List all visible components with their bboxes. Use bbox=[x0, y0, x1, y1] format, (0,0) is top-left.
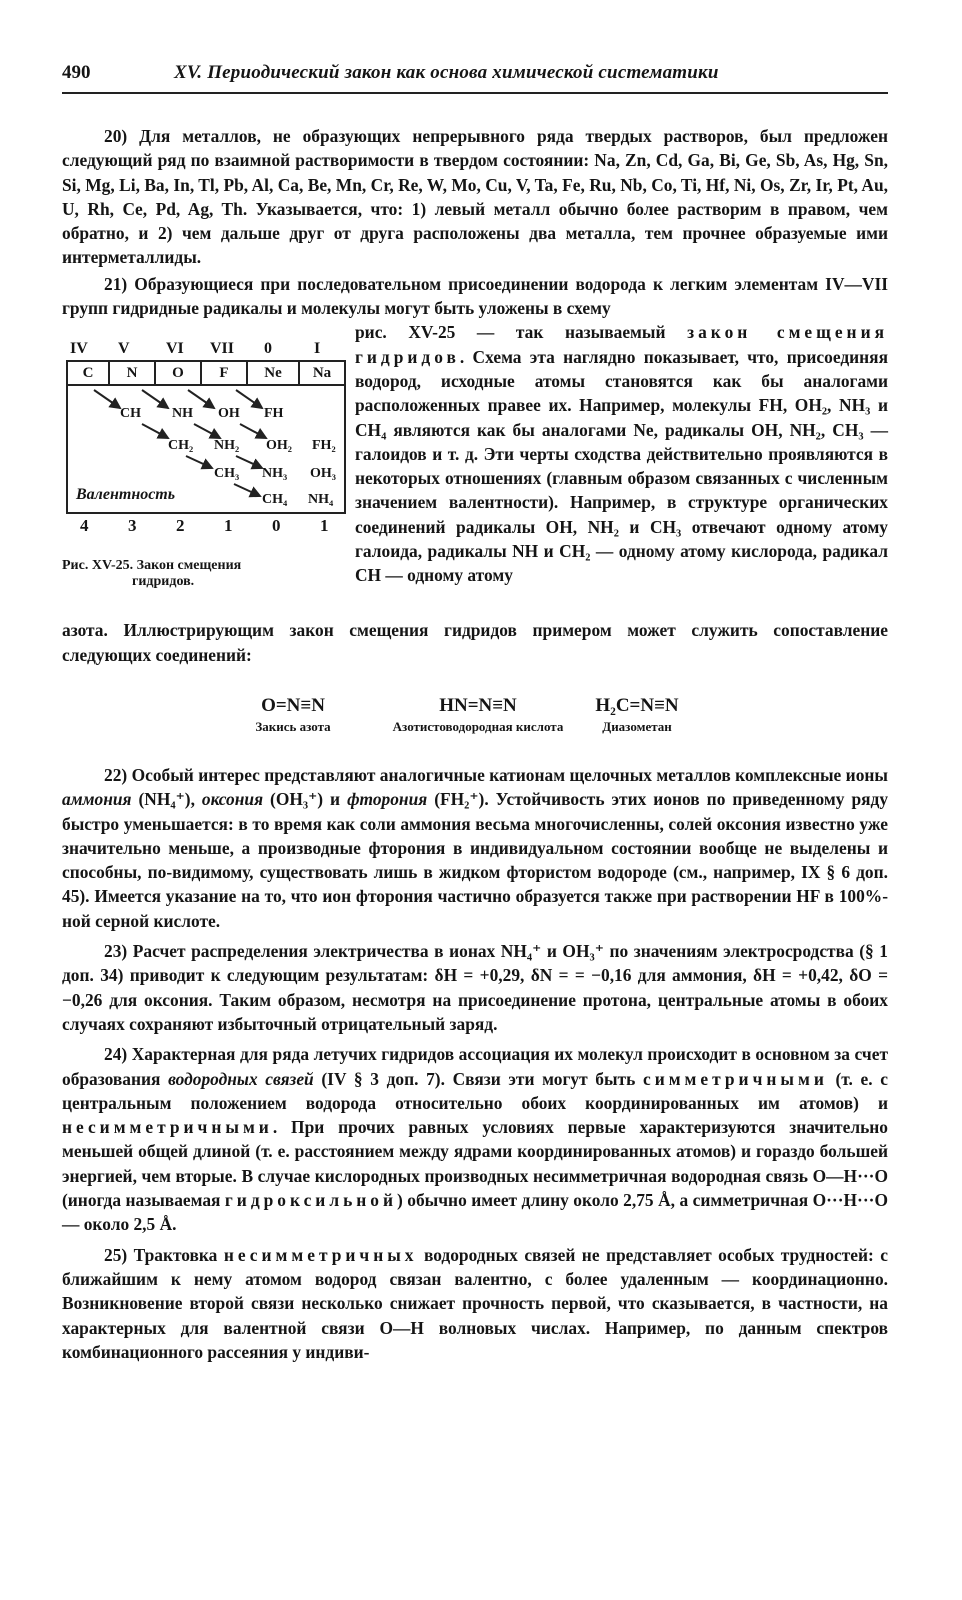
formula: O=N≡N bbox=[261, 694, 325, 716]
valence-value: 4 bbox=[80, 516, 89, 536]
text-run: . При прочих равных условиях первые характеризуются значительно меньшей общей длиной (т. е. расстоянием между ядрами координированных атомов) и гораздо большей энергией, чем вторые. В случае кислородных производных несимметричная водородная связь O—H···O (иногда называемая bbox=[62, 1117, 888, 1211]
arrow bbox=[234, 484, 260, 496]
text-run: . Схема эта наглядно показывает, что, присоединяя водород, исходные атомы становятся как бы аналогами расположенных правее их. Например, молекулы FH, OH₂, NH₃ и CH₄ являются как бы аналогами Ne, радикалы OH, NH₂, CH₃ — галоидов и т. д. Эти черты сходства действительно проявляются в некоторых отношениях (главным образом связанных с численным значением валентности). Например, в структуре органических соединений радикалы OH, NH₂ и CH₃ отвечают одному атому галоида, радикалы NH и CH₂ — одному атому кислорода, радикал CH — одному атому bbox=[355, 346, 888, 586]
valence-values bbox=[80, 516, 344, 538]
arrow bbox=[94, 390, 120, 408]
group-label: IV bbox=[70, 340, 88, 358]
text-run: 25) Трактовка bbox=[104, 1244, 224, 1265]
italic-term: водородных связей bbox=[168, 1068, 314, 1089]
running-title: XV. Периодический закон как основа химической систематики bbox=[174, 62, 719, 83]
page-header bbox=[62, 62, 888, 94]
text-run: (FH₂⁺). Устойчивость этих ионов по приведенному ряду быстро уменьшается: в то время как соли аммония весьма многочисленны, солей оксония известно уже значительно меньше, а производные фторония в индивидуальном состоянии вообще не выделены и способны, по-видимому, существовать лишь в жидком фтористом водороде (см., например, IX § 6 доп. 45). Имеется указание на то, что ион фторония частично образуется также при растворении HF в 100%-ной серной кислоте. bbox=[62, 789, 889, 931]
group-label: VI bbox=[166, 340, 184, 358]
spaced-term: гидроксильной bbox=[224, 1190, 398, 1211]
arrow bbox=[194, 424, 220, 438]
spaced-term: несимметричными bbox=[62, 1117, 273, 1138]
valence-value: 3 bbox=[128, 516, 137, 536]
molecule-label: CH₃ bbox=[214, 466, 240, 482]
group-labels bbox=[68, 340, 338, 360]
figure-wrap-text bbox=[355, 320, 888, 587]
paragraph-25 bbox=[62, 1243, 888, 1364]
formula-name: Азотистоводородная кислота bbox=[392, 718, 564, 734]
element-cell: O bbox=[156, 362, 202, 384]
formula: HN=N≡N bbox=[439, 694, 517, 716]
element-cell: N bbox=[110, 362, 156, 384]
text-run: 22) Особый интерес представляют аналогичные катионам щелочных металлов комплексные ионы bbox=[104, 764, 888, 785]
formula-item bbox=[388, 695, 568, 733]
element-cell: Ne bbox=[248, 362, 300, 384]
molecule-label: OH bbox=[218, 406, 240, 422]
valence-value: 1 bbox=[320, 516, 329, 536]
text-run: водородных связей не представляет особых трудностей: с ближайшим к нему атомом водород связан валентно, с более удаленным — координационно. Возникновение второй связи несколько снижает прочность первой, что сказывается, в частности, на характерных для валентной связи O—H волновых числах. Например, по данным спектров комбинационного рассеяния у индиви- bbox=[62, 1244, 888, 1362]
formula-item bbox=[572, 695, 702, 733]
molecule-label: CH₄ bbox=[262, 492, 288, 508]
arrow bbox=[236, 456, 262, 468]
italic-term: фторония bbox=[347, 789, 428, 810]
group-label: 0 bbox=[264, 340, 272, 358]
molecule-label: OH₃ bbox=[310, 466, 336, 482]
text-run: (OH₃⁺) и bbox=[263, 789, 348, 810]
molecule-label: NH₄ bbox=[308, 492, 334, 508]
arrow bbox=[142, 390, 168, 408]
element-cell: F bbox=[202, 362, 248, 384]
molecule-label: FH bbox=[264, 406, 284, 422]
text-run: 24) Характерная для ряда летучих гидридов ассоциация их молекул происходит в основном за счет образования bbox=[62, 1044, 888, 1089]
figure-row bbox=[62, 320, 888, 618]
spaced-term: несимметричных bbox=[223, 1244, 418, 1265]
molecule-label: OH₂ bbox=[266, 438, 292, 454]
figure-caption-line: Рис. XV-25. Закон смещения bbox=[62, 558, 242, 574]
text-run: (NH₄⁺), bbox=[131, 789, 202, 810]
italic-term: аммония bbox=[62, 789, 132, 810]
paragraph-20: 20) Для металлов, не образующих непрерывного ряда твердых растворов, был предложен следующий ряд по взаимной растворимости в твердом состоянии: Na, Zn, Cd, Ga, Bi, Ge, Sb, As, Hg, Sn, Si, Mg, Li, Ba, In, Tl, Pb, Al, Ca, Be, Mn, Cr, Re, W, Mo, Cu, V, Ta, Fe, Ru, Nb, Co, Ti, Hf, Ni, Os, Zr, Ir, Pt, Au, U, Rh, Ce, Pd, Ag, Th. Указывается, что: 1) левый металл обычно более растворим в правом, чем обратно, и 2) чем дальше друг от друга расположены два металла, тем прочнее образуемые ими интерметаллиды. bbox=[62, 126, 888, 268]
valence-value: 1 bbox=[224, 516, 233, 536]
italic-term: оксония bbox=[201, 789, 264, 810]
text-run: (т. е. с центральным положением водорода относительно обоих координированных им атомов) и bbox=[62, 1068, 889, 1113]
formula-item bbox=[238, 695, 348, 733]
paragraph-23: 23) Расчет распределения электричества в ионах NH₄⁺ и OH₃⁺ по значениям электросродства (§ 1 доп. 34) приводит к следующим результатам: δH = +0,29, δN = = −0,16 для аммония, δH = +0,42, δO = −0,26 для оксония. Таким образом, несмотря на присоединение протона, центральные атомы в обоих случаях сохраняют избыточный отрицательный заряд. bbox=[62, 941, 888, 1034]
formula-name: Закись азота bbox=[255, 718, 331, 734]
spaced-term: закон смещения гидридов bbox=[355, 322, 889, 367]
element-cell: C bbox=[68, 362, 110, 384]
molecule-label: NH bbox=[172, 406, 193, 422]
hydride-displacement-figure bbox=[62, 320, 344, 618]
text-run: ) обычно имеет длину около 2,75 Å, а симметричная O···H···O — около 2,5 Å. bbox=[62, 1190, 888, 1235]
text-run: (IV § 3 доп. 7). Связи эти могут быть bbox=[313, 1068, 643, 1089]
formula-comparison bbox=[62, 673, 888, 763]
arrow bbox=[240, 424, 266, 438]
paragraph-22 bbox=[62, 763, 888, 933]
spaced-term: симметричными bbox=[642, 1068, 828, 1089]
molecule-label: CH bbox=[120, 406, 141, 422]
paragraph-21-wrap bbox=[355, 320, 888, 587]
molecule-label: CH₂ bbox=[168, 438, 194, 454]
group-label: V bbox=[118, 340, 130, 358]
paragraph-24 bbox=[62, 1042, 888, 1236]
page-number: 490 bbox=[62, 62, 91, 83]
figure-caption bbox=[62, 558, 344, 590]
arrow bbox=[186, 456, 212, 468]
group-label: I bbox=[314, 340, 321, 358]
text-run: рис. XV-25 — так называемый bbox=[355, 322, 688, 343]
group-label: VII bbox=[210, 340, 235, 358]
molecule-label: NH₃ bbox=[262, 466, 288, 482]
paragraph-21-intro: 21) Образующиеся при последовательном присоединении водорода к легким элементам IV—VII групп гидридные радикалы и молекулы могут быть уложены в схему bbox=[62, 273, 888, 319]
element-cell: Na bbox=[312, 365, 332, 382]
scheme-box bbox=[66, 360, 346, 514]
figure-caption-line: гидридов. bbox=[132, 574, 195, 590]
molecule-label: FH₂ bbox=[312, 438, 336, 454]
page bbox=[62, 62, 888, 1364]
valence-value: 2 bbox=[176, 516, 185, 536]
arrow bbox=[142, 424, 168, 438]
valence-label: Валентность bbox=[76, 486, 176, 504]
valence-value: 0 bbox=[272, 516, 281, 536]
formula: H₂C=N≡N bbox=[595, 694, 679, 716]
paragraph-21-tail: азота. Иллюстрирующим закон смещения гидридов примером может служить сопоставление следующих соединений: bbox=[62, 620, 888, 665]
molecule-label: NH₂ bbox=[214, 438, 240, 454]
formula-name: Диазометан bbox=[602, 718, 672, 734]
